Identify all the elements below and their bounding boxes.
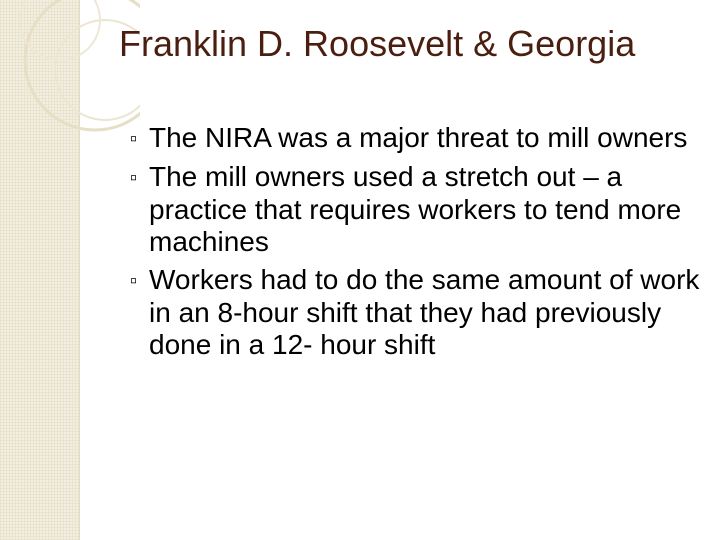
bullet-item [130,161,705,258]
bullet-list [130,122,705,367]
bullet-text: The mill owners used a stretch out – a practice that requires workers to tend more machines [149,161,682,257]
bullet-text: Workers had to do the same amount of work in an 8-hour shift that they had previously done in a 12- hour shift [149,264,700,360]
bullet-square-icon: ▫ [130,270,138,292]
bullet-item [130,264,705,361]
bullet-text: The NIRA was a major threat to mill owners [149,122,688,153]
bullet-square-icon: ▫ [130,167,138,189]
slide-title: Franklin D. Roosevelt & Georgia [119,23,636,64]
bullet-item [130,122,705,155]
bullet-square-icon: ▫ [130,128,138,150]
